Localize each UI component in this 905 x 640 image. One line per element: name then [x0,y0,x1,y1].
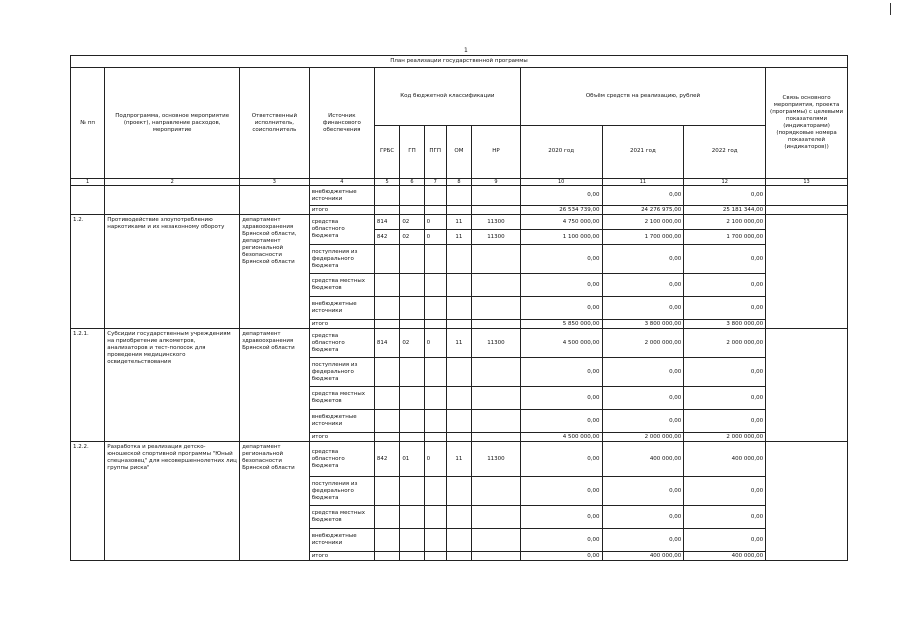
table-row [71,329,848,358]
col-number: 11 [602,179,684,186]
total-label: итого [309,552,374,561]
total-2021: 24 276 975,00 [602,206,684,215]
source-label: внебюджетные источники [309,186,374,206]
column-numbers-row [71,179,848,186]
pgp-code: 0 [424,215,446,230]
col-number: 9 [472,179,521,186]
total-2021: 2 000 000,00 [602,433,684,442]
header-program: Подпрограмма, основное мероприятие (проект), направление расходов, мероприятие [105,68,240,179]
col-number: 5 [374,179,399,186]
total-2021: 3 800 000,00 [602,320,684,329]
total-2020: 26 534 739,00 [520,206,602,215]
source-label: внебюджетные источники [309,410,374,433]
source-label: внебюджетные источники [309,529,374,552]
value-2020: 4 750 000,00 [520,215,602,230]
executor: департамент здравоохранения Брянской области [240,329,310,442]
header-gp: ГП [400,125,424,178]
value-2022: 0,00 [684,506,766,529]
om-code: 11 [446,329,471,358]
total-2020: 5 850 000,00 [520,320,602,329]
value-2021: 400 000,00 [602,442,684,477]
col-number: 12 [684,179,766,186]
table-title: План реализации государственной программы [71,56,848,68]
np-code: 11300 [472,329,521,358]
total-2022: 2 000 000,00 [684,433,766,442]
col-number: 2 [105,179,240,186]
col-number: 10 [520,179,602,186]
source-label: средства областного бюджета [309,329,374,358]
value-2021: 0,00 [602,506,684,529]
np-code: 11300 [472,230,521,245]
pgp-code: 0 [424,442,446,477]
pgp-code: 0 [424,329,446,358]
executor: департамент региональной безопасности Брянской области [240,442,310,561]
value-2022: 0,00 [684,297,766,320]
header-pgp: ПГП [424,125,446,178]
value-2021: 0,00 [602,274,684,297]
value-2020: 0,00 [520,442,602,477]
header-funds: Объём средств на реализацию, рублей [520,68,765,126]
value-2021: 0,00 [602,410,684,433]
row-number: 1.2. [71,215,105,329]
value-2020: 0,00 [520,506,602,529]
gp-code: 02 [400,329,424,358]
program-name: Противодействие злоупотреблению наркотиками и их незаконному обороту [105,215,240,329]
total-2022: 400 000,00 [684,552,766,561]
page-number: 1 [464,47,468,54]
value-2022: 0,00 [684,274,766,297]
value-2021: 2 000 000,00 [602,329,684,358]
value-2020: 0,00 [520,245,602,274]
grbs-code: 842 [374,230,399,245]
om-code: 11 [446,215,471,230]
header-budget-class: Код бюджетной классификации [374,68,520,126]
source-label: средства областного бюджета [309,442,374,477]
table-row [71,186,848,206]
value-2020: 0,00 [520,186,602,206]
row-number: 1.2.1. [71,329,105,442]
col-number: 3 [240,179,310,186]
grbs-code: 814 [374,329,399,358]
value-2020: 0,00 [520,358,602,387]
col-number: 8 [446,179,471,186]
corner-mark [890,3,891,15]
col-number: 6 [400,179,424,186]
gp-code: 01 [400,442,424,477]
value-2022: 0,00 [684,245,766,274]
value-2022: 1 700 000,00 [684,230,766,245]
table-row [71,215,848,230]
plan-table [70,55,848,561]
value-2021: 1 700 000,00 [602,230,684,245]
source-label: средства областного бюджета [309,215,374,245]
executor: департамент здравоохранения Брянской области, департамент региональной безопасности Брянской области [240,215,310,329]
value-2021: 0,00 [602,297,684,320]
value-2022: 0,00 [684,186,766,206]
header-link: Связь основного мероприятия, проекта (программы) с целевыми показателями (индикаторами) (порядковые номера показателей (индикаторов)) [766,68,848,179]
value-2022: 2 100 000,00 [684,215,766,230]
value-2020: 0,00 [520,274,602,297]
header-row [71,68,848,126]
col-number: 13 [766,179,848,186]
header-executor: Ответственный исполнитель, соисполнитель [240,68,310,179]
value-2022: 0,00 [684,410,766,433]
header-om: ОМ [446,125,471,178]
total-2020: 0,00 [520,552,602,561]
source-label: средства местных бюджетов [309,506,374,529]
total-2022: 3 800 000,00 [684,320,766,329]
total-label: итого [309,433,374,442]
total-2021: 400 000,00 [602,552,684,561]
header-grbs: ГРБС [374,125,399,178]
value-2021: 0,00 [602,358,684,387]
total-2022: 25 181 344,00 [684,206,766,215]
value-2021: 0,00 [602,245,684,274]
col-number: 1 [71,179,105,186]
header-np: НР [472,125,521,178]
value-2021: 0,00 [602,387,684,410]
grbs-code: 842 [374,442,399,477]
total-label: итого [309,320,374,329]
total-label: итого [309,206,374,215]
value-2022: 0,00 [684,529,766,552]
grbs-code: 814 [374,215,399,230]
value-2022: 2 000 000,00 [684,329,766,358]
source-label: поступления из федерального бюджета [309,477,374,506]
value-2022: 400 000,00 [684,442,766,477]
value-2022: 0,00 [684,358,766,387]
value-2020: 0,00 [520,477,602,506]
source-label: средства местных бюджетов [309,274,374,297]
total-2020: 4 500 000,00 [520,433,602,442]
np-code: 11300 [472,215,521,230]
header-2020: 2020 год [520,125,602,178]
header-source: Источник финансового обеспечения [309,68,374,179]
value-2021: 0,00 [602,186,684,206]
value-2021: 0,00 [602,529,684,552]
row-number: 1.2.2. [71,442,105,561]
value-2021: 0,00 [602,477,684,506]
value-2020: 1 100 000,00 [520,230,602,245]
pgp-code: 0 [424,230,446,245]
gp-code: 02 [400,230,424,245]
value-2022: 0,00 [684,387,766,410]
om-code: 11 [446,442,471,477]
value-2022: 0,00 [684,477,766,506]
source-label: поступления из федерального бюджета [309,358,374,387]
table-row [71,442,848,477]
value-2020: 0,00 [520,387,602,410]
source-label: внебюджетные источники [309,297,374,320]
header-2022: 2022 год [684,125,766,178]
np-code: 11300 [472,442,521,477]
table-title-row [71,56,848,68]
source-label: средства местных бюджетов [309,387,374,410]
program-name: Субсидии государственным учреждениям на приобретение алкометров, анализаторов и тест-полосок для проведения медицинского освидетельствования [105,329,240,442]
col-number: 7 [424,179,446,186]
value-2020: 0,00 [520,410,602,433]
program-name: Разработка и реализация детско-юношеской спортивной программы "Юный спецназовец" для несовершеннолетних лиц группы риска" [105,442,240,561]
col-number: 4 [309,179,374,186]
gp-code: 02 [400,215,424,230]
value-2020: 0,00 [520,297,602,320]
value-2021: 2 100 000,00 [602,215,684,230]
header-2021: 2021 год [602,125,684,178]
header-num: № пп [71,68,105,179]
om-code: 11 [446,230,471,245]
value-2020: 0,00 [520,529,602,552]
source-label: поступления из федерального бюджета [309,245,374,274]
value-2020: 4 500 000,00 [520,329,602,358]
